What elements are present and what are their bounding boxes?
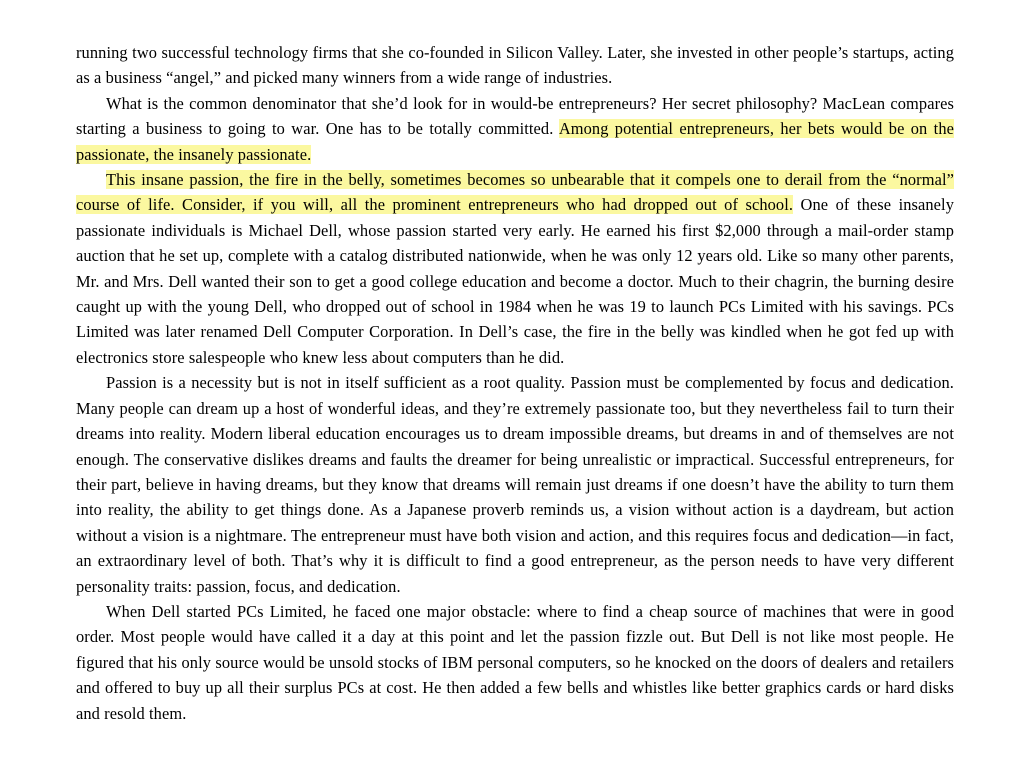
text-run: One of these insanely passionate individuals is Michael Dell, whose passion started very early. He earned his first $2,000 through a mail-order stamp auction that he set up, complete with a catalog distributed nationwide, when he was only 12 years old. Like so many other parents, Mr. and Mrs. Dell wanted their son to get a good college education and become a doctor. Much to their chagrin, the burning desire caught up with the young Dell, who dropped out of school in 1984 when he was 19 to launch PCs Limited with his savings. PCs Limited was later renamed Dell Computer Corporation. In Dell’s case, the fire in the belly was kindled when he got fed up with electronics store salespeople who knew less about computers than he did. <box>76 195 954 367</box>
paragraph <box>76 40 954 91</box>
text-run: running two successful technology firms that she co-founded in Silicon Valley. Later, she invested in other people’s startups, acting as a business “angel,” and picked many winners from a wide range of industries. <box>76 43 954 88</box>
body-text-column <box>76 40 954 726</box>
text-run: What is the common denominator that she’d look for in would-be entrepreneurs? Her secret philosophy? MacLean compares starting a business to going to war. One has to be totally committed. <box>76 93 954 139</box>
paragraph <box>76 599 954 726</box>
paragraph <box>76 370 954 599</box>
paragraph <box>76 167 954 370</box>
text-run: When Dell started PCs Limited, he faced one major obstacle: where to find a cheap source of machines that were in good order. Most people would have called it a day at this point and let the passion fizzle out. But Dell is not like most people. He figured that his only source would be unsold stocks of IBM personal computers, so he knocked on the doors of dealers and retailers and offered to buy up all their surplus PCs at cost. He then added a few bells and whistles like better graphics cards or hard disks and resold them. <box>76 601 954 723</box>
highlighted-text-run: Among potential entrepreneurs, her bets would be on the passionate, the insanely passionate. <box>76 119 954 164</box>
text-run: Passion is a necessity but is not in itself sufficient as a root quality. Passion must be complemented by focus and dedication. Many people can dream up a host of wonderful ideas, and they’re extremely passionate too, but they nevertheless fail to turn their dreams into reality. Modern liberal education encourages us to dream impossible dreams, but dreams in and of themselves are not enough. The conservative dislikes dreams and faults the dreamer for being unrealistic or impractical. Successful entrepreneurs, for their part, believe in having dreams, but they know that dreams will remain just dreams if one doesn’t have the ability to turn them into reality, the ability to get things done. As a Japanese proverb reminds us, a vision without action is a daydream, but action without a vision is a nightmare. The entrepreneur must have both vision and action, and this requires focus and dedication—in fact, an extraordinary level of both. That’s why it is difficult to find a good entrepreneur, as the person needs to have very different personality traits: passion, focus, and dedication. <box>76 373 954 596</box>
highlighted-text-run: This insane passion, the fire in the belly, sometimes becomes so unbearable that it compels one to derail from the “normal” course of life. Consider, if you will, all the prominent entrepreneurs who had dropped out of school. <box>76 170 954 215</box>
paragraph <box>76 91 954 167</box>
